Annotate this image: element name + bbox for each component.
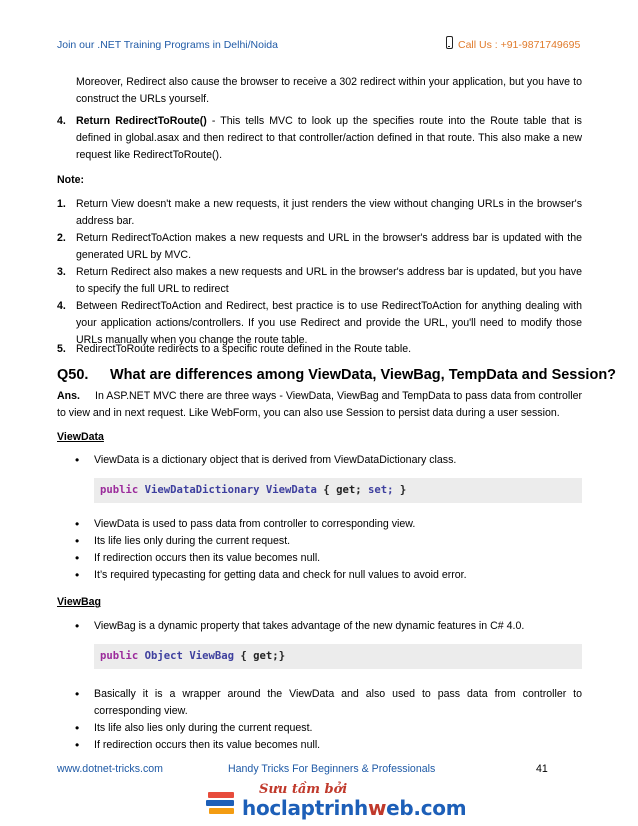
code-get: get;	[336, 484, 362, 496]
code-property: ViewBag	[189, 650, 234, 662]
note-item-3-text: Return Redirect also makes a new requests and URL in the browser's address bar is updated, but you have to specify the full URL to redirect	[76, 266, 582, 295]
viewbag-heading: ViewBag	[57, 596, 101, 608]
bullet-icon: •	[75, 687, 80, 701]
code-type: ViewDataDictionary	[144, 484, 260, 496]
viewdata-bullet-4: If redirection occurs then its value becomes null.	[94, 552, 321, 564]
viewbag-bullet-1: ViewBag is a dynamic property that takes advantage of the new dynamic features in C# 4.0.	[94, 620, 525, 632]
watermark-part-b: w	[367, 796, 387, 820]
note-item-4-number: 4.	[57, 300, 66, 312]
redirect-paragraph: Moreover, Redirect also cause the browser to receive a 302 redirect within your application, but you have to construct the URLs yourself.	[76, 76, 582, 105]
item-4-number: 4.	[57, 115, 66, 127]
viewdata-bullet-3: Its life lies only during the current request.	[94, 535, 291, 547]
note-item-1-text: Return View doesn't make a new requests, it just renders the view without changing URLs in the browser's address bar.	[76, 198, 582, 227]
page-number: 41	[536, 763, 548, 775]
note-item-5-number: 5.	[57, 343, 66, 355]
bullet-icon: •	[75, 517, 80, 531]
viewdata-bullet-1: ViewData is a dictionary object that is derived from ViewDataDictionary class.	[94, 454, 457, 466]
code-keyword: public	[100, 484, 139, 496]
viewdata-code-block	[94, 478, 582, 503]
bullet-icon: •	[75, 619, 80, 633]
note-item-1-number: 1.	[57, 198, 66, 210]
bullet-icon: •	[75, 568, 80, 582]
item-4-text	[76, 113, 582, 164]
note-title: Note:	[57, 174, 85, 186]
mobile-phone-icon	[446, 36, 453, 49]
note-item-4-text: Between RedirectToAction and Redirect, best practice is to use RedirectToAction for anything dealing with your application actions/controllers. If you use Redirect and provide the URL, you'll need to modify those URLs manually when you change the route table.	[76, 300, 582, 346]
viewbag-code-block	[94, 644, 582, 669]
bullet-icon: •	[75, 453, 80, 467]
code-type: Object	[144, 650, 183, 662]
question-number: Q50.	[57, 367, 89, 383]
code-set: set;	[367, 484, 394, 496]
note-item-3-number: 3.	[57, 266, 66, 278]
note-item-2-text: Return RedirectToAction makes a new requests and URL in the browser's address bar is updated with the generated URL by MVC.	[76, 232, 582, 261]
watermark-part-c: eb.com	[386, 796, 467, 820]
item-4-bold: Return RedirectToRoute()	[76, 115, 207, 127]
question-title: What are differences among ViewData, ViewBag, TempData and Session?	[110, 367, 617, 383]
footer-tagline: Handy Tricks For Beginners & Professionals	[228, 763, 436, 775]
viewbag-bullet-4: If redirection occurs then its value becomes null.	[94, 739, 321, 751]
book-stack-icon	[204, 786, 238, 820]
code-property: ViewData	[265, 484, 317, 496]
viewdata-bullet-2: ViewData is used to pass data from controller to corresponding view.	[94, 518, 416, 530]
viewbag-bullet-2: Basically it is a wrapper around the ViewData and also used to pass data from controller to corresponding view.	[94, 688, 582, 717]
bullet-icon: •	[75, 721, 80, 735]
code-brace-open: {	[323, 484, 330, 496]
watermark-logo	[202, 782, 467, 824]
footer-website-link[interactable]: www.dotnet-tricks.com	[57, 763, 163, 775]
header-phone-number: Call Us : +91-9871749695	[458, 39, 581, 51]
code-brace-open: {	[240, 650, 247, 662]
code-keyword: public	[100, 650, 139, 662]
note-item-2-number: 2.	[57, 232, 66, 244]
viewbag-bullet-3: Its life also lies only during the current request.	[94, 722, 313, 734]
watermark-main-text	[242, 796, 466, 820]
bullet-icon: •	[75, 551, 80, 565]
header-training-link[interactable]: Join our .NET Training Programs in Delhi/Noida	[57, 39, 278, 51]
code-get: get;	[253, 650, 279, 662]
bullet-icon: •	[75, 534, 80, 548]
item-4-rest: - This tells MVC to look up the specifies route into the Route table that is defined in global.asax and then redirect to that controller/action defined in that route. This also make a new request like RedirectToRoute().	[76, 115, 582, 161]
answer-text: In ASP.NET MVC there are three ways - ViewData, ViewBag and TempData to pass data from controller to view and in next request. Like WebForm, you can also use Session to persist data during a user session.	[57, 390, 582, 419]
watermark-part-a: hoclaptrinh	[242, 796, 368, 820]
watermark-top-text: Sưu tầm bởi	[259, 782, 348, 797]
bullet-icon: •	[75, 738, 80, 752]
viewdata-bullet-5: It’s required typecasting for getting data and check for null values to avoid error.	[94, 569, 467, 581]
answer-label: Ans.	[57, 390, 80, 402]
note-item-5-text: RedirectToRoute redirects to a specific route defined in the Route table.	[76, 343, 412, 355]
code-brace-close: }	[399, 484, 407, 496]
code-brace-close: }	[278, 650, 286, 662]
viewdata-heading: ViewData	[57, 431, 104, 443]
